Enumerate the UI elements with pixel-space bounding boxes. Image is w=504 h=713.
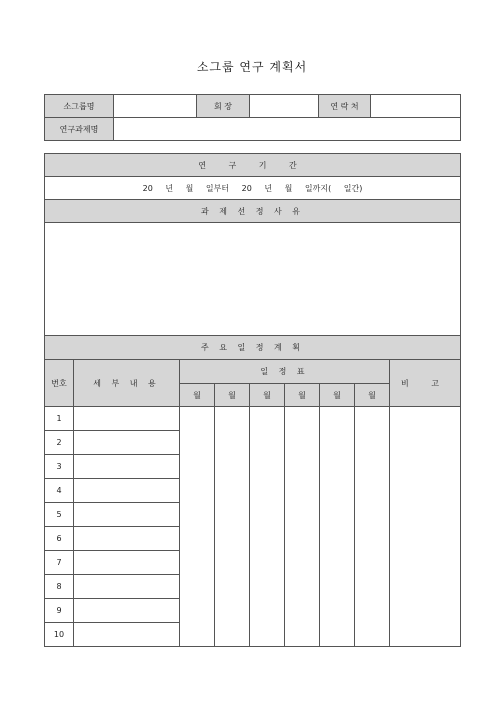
month-header: 월: [250, 384, 285, 407]
details-cell[interactable]: [74, 527, 180, 551]
remarks-column-header: 비 고: [390, 360, 461, 407]
row-number: 7: [45, 551, 74, 575]
details-cell[interactable]: [74, 431, 180, 455]
reason-field[interactable]: [45, 223, 461, 336]
details-cell[interactable]: [74, 623, 180, 647]
remarks-cell[interactable]: [390, 407, 461, 647]
month-header: 월: [320, 384, 355, 407]
schedule-month-cell[interactable]: [320, 407, 355, 647]
row-number: 2: [45, 431, 74, 455]
schedule-month-cell[interactable]: [215, 407, 250, 647]
details-column-header: 세 부 내 용: [74, 360, 180, 407]
row-number: 3: [45, 455, 74, 479]
details-cell[interactable]: [74, 551, 180, 575]
schedule-header: 주 요 일 정 계 획: [45, 336, 461, 360]
month-header: 월: [180, 384, 215, 407]
period-header: 연 구 기 간: [45, 154, 461, 177]
details-cell[interactable]: [74, 455, 180, 479]
month-header: 월: [285, 384, 320, 407]
page-title: 소그룹 연구 계획서: [196, 60, 308, 74]
month-header: 월: [215, 384, 250, 407]
details-cell[interactable]: [74, 599, 180, 623]
schedule-month-cell[interactable]: [285, 407, 320, 647]
contact-label: 연 락 처: [319, 95, 371, 118]
row-number: 8: [45, 575, 74, 599]
topic-label: 연구과제명: [45, 118, 114, 141]
row-number: 9: [45, 599, 74, 623]
schedule-month-cell[interactable]: [250, 407, 285, 647]
period-text[interactable]: 20 년 월 일부터 20 년 월 일까지( 일간): [45, 177, 461, 200]
schedule-column-header: 일 정 표: [180, 360, 390, 384]
details-cell[interactable]: [74, 575, 180, 599]
plan-table: [44, 153, 461, 647]
leader-label: 회 장: [197, 95, 250, 118]
info-table: [44, 94, 461, 141]
table-row: [45, 407, 461, 431]
details-cell[interactable]: [74, 407, 180, 431]
row-number: 4: [45, 479, 74, 503]
details-cell[interactable]: [74, 503, 180, 527]
row-number: 5: [45, 503, 74, 527]
details-cell[interactable]: [74, 479, 180, 503]
group-name-label: 소그룹명: [45, 95, 114, 118]
contact-field[interactable]: [371, 95, 461, 118]
row-number: 6: [45, 527, 74, 551]
row-number: 10: [45, 623, 74, 647]
topic-field[interactable]: [114, 118, 461, 141]
leader-field[interactable]: [250, 95, 319, 118]
schedule-month-cell[interactable]: [180, 407, 215, 647]
month-header: 월: [355, 384, 390, 407]
reason-header: 과 제 선 정 사 유: [45, 200, 461, 223]
group-name-field[interactable]: [114, 95, 197, 118]
row-number: 1: [45, 407, 74, 431]
number-column-header: 번호: [45, 360, 74, 407]
schedule-month-cell[interactable]: [355, 407, 390, 647]
